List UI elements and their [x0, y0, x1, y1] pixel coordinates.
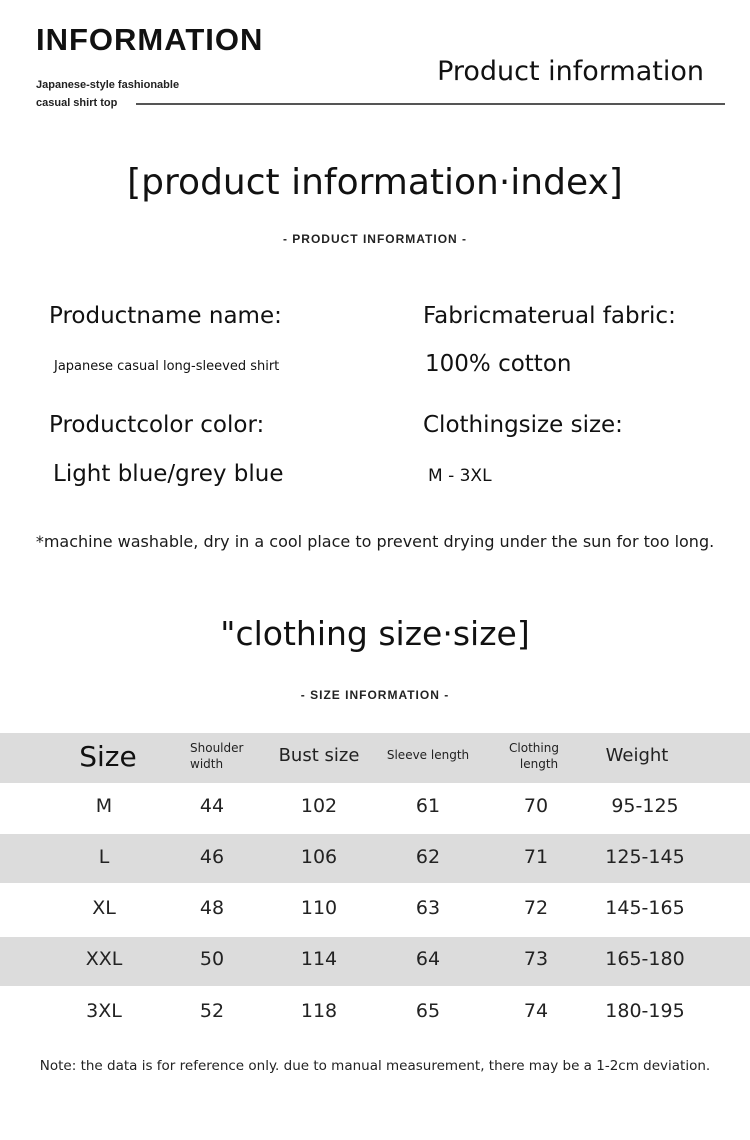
header-title: Product information: [437, 56, 704, 87]
cell-sleeve: 62: [415, 846, 441, 868]
header-size-label: Size: [79, 740, 137, 773]
header-clothing-line-1: Clothing: [509, 741, 559, 755]
care-note: *machine washable, dry in a cool place to prevent drying under the sun for too long.: [35, 532, 715, 551]
cell-sleeve: 65: [415, 1000, 441, 1022]
header-bust-size: Bust size: [278, 745, 360, 766]
cell-shoulder: 48: [199, 897, 225, 919]
cell-bust: 114: [300, 948, 338, 970]
cell-bust: 102: [300, 795, 338, 817]
cell-clothing: 70: [523, 795, 549, 817]
cell-size: 3XL: [86, 1000, 122, 1022]
cell-bust: 106: [300, 846, 338, 868]
cell-size: M: [95, 795, 113, 817]
cell-clothing: 72: [523, 897, 549, 919]
cell-weight: 165-180: [605, 948, 685, 970]
cell-bust: 110: [300, 897, 338, 919]
cell-weight: 145-165: [605, 897, 685, 919]
brand-subtitle-line-2: casual shirt top: [36, 97, 118, 109]
brand-title: INFORMATION: [36, 22, 264, 57]
header-clothing-length: [494, 740, 574, 772]
cell-shoulder: 50: [199, 948, 225, 970]
cell-clothing: 73: [523, 948, 549, 970]
product-section-title: [product information·index]: [127, 162, 623, 203]
cell-bust: 118: [300, 1000, 338, 1022]
header-weight: Weight: [605, 745, 669, 766]
fabric-value: 100% cotton: [425, 351, 572, 377]
product-name-value: Japanese casual long-sleeved shirt: [54, 359, 280, 374]
product-color-label: Productcolor color:: [49, 412, 265, 438]
cell-weight: 95-125: [611, 795, 679, 817]
brand-subtitle-line-1: Japanese-style fashionable: [36, 79, 180, 91]
size-section-title: "clothing size·size]: [220, 614, 530, 653]
header-clothing-line-2: length: [519, 757, 559, 771]
cell-sleeve: 64: [415, 948, 441, 970]
brand-subtitle: [36, 76, 236, 112]
product-section-subtitle: - PRODUCT INFORMATION -: [282, 232, 468, 246]
header-shoulder-line-2: width: [190, 757, 224, 771]
cell-shoulder: 44: [199, 795, 225, 817]
size-section-subtitle: - SIZE INFORMATION -: [300, 688, 450, 702]
header-shoulder-line-1: Shoulder: [190, 741, 244, 755]
product-color-value: Light blue/grey blue: [53, 461, 284, 487]
header-shoulder-width: [176, 740, 256, 772]
clothing-size-value: M - 3XL: [428, 466, 492, 486]
cell-size: XXL: [85, 948, 123, 970]
fabric-label: Fabricmaterual fabric:: [423, 303, 676, 329]
measurement-note: Note: the data is for reference only. due to manual measurement, there may be a 1-2cm deviation.: [39, 1058, 711, 1074]
header-sleeve-length: Sleeve length: [386, 748, 470, 762]
cell-sleeve: 63: [415, 897, 441, 919]
cell-weight: 180-195: [605, 1000, 685, 1022]
cell-clothing: 71: [523, 846, 549, 868]
clothing-size-label: Clothingsize size:: [423, 412, 623, 438]
cell-sleeve: 61: [415, 795, 441, 817]
cell-size: L: [98, 846, 110, 868]
product-name-label: Productname name:: [49, 303, 282, 329]
cell-weight: 125-145: [605, 846, 685, 868]
cell-shoulder: 46: [199, 846, 225, 868]
cell-size: XL: [92, 897, 116, 919]
cell-shoulder: 52: [199, 1000, 225, 1022]
cell-clothing: 74: [523, 1000, 549, 1022]
header-divider: [136, 103, 725, 105]
